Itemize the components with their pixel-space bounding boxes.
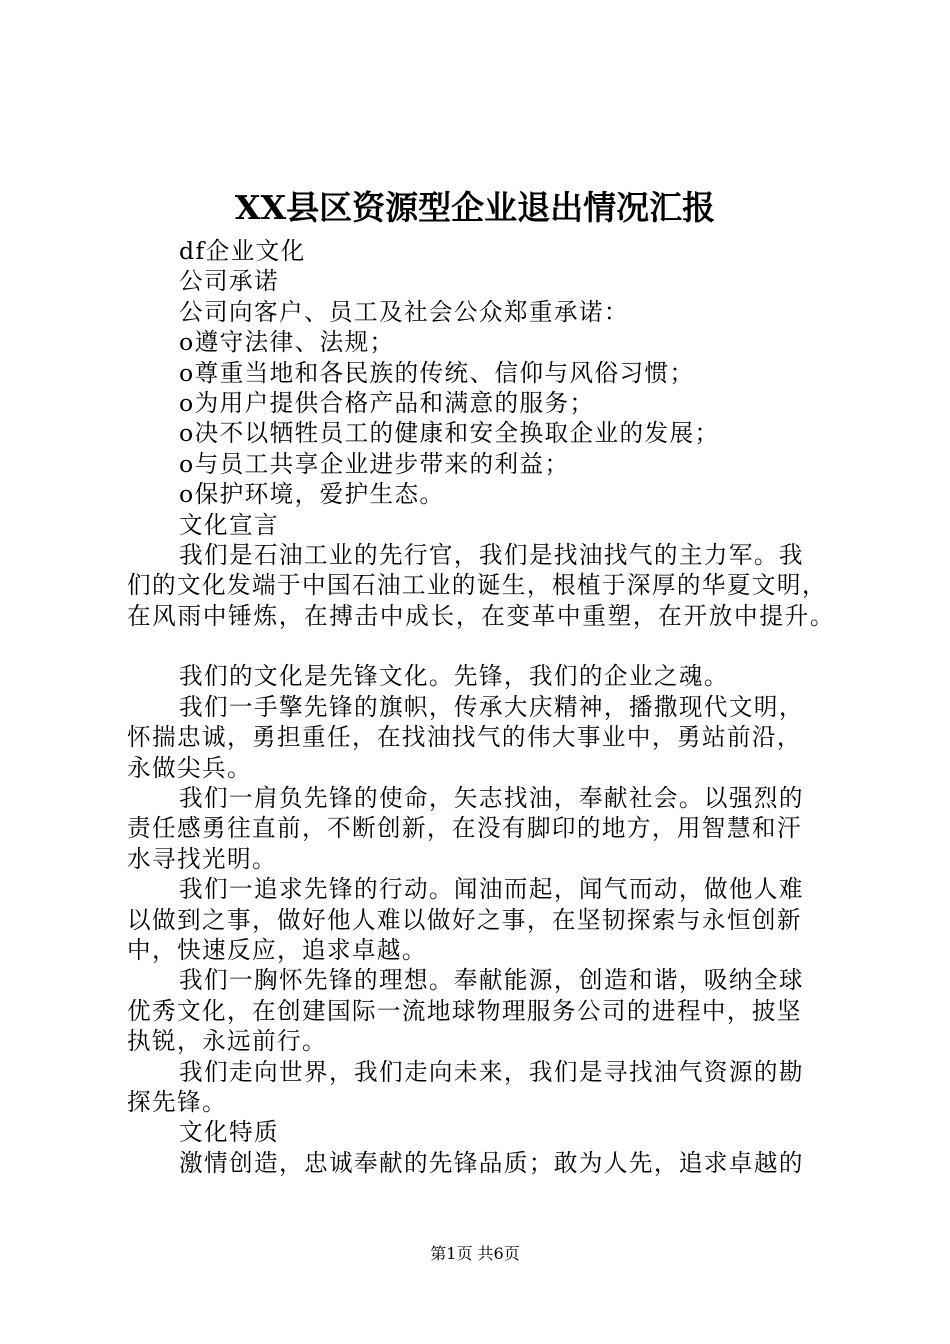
paragraph-line: 责任感勇往直前，不断创新，在没有脚印的地方，用智慧和汗 — [127, 814, 802, 843]
paragraph-line: 公司向客户、员工及社会公众郑重承诺： — [179, 297, 629, 326]
paragraph-line: 执锐，永远前行。 — [127, 1027, 327, 1056]
page-footer: 第1页 共6页 — [430, 1244, 520, 1263]
paragraph-line: 我们的文化是先锋文化。先锋，我们的企业之魂。 — [179, 662, 729, 691]
section-heading: 文化宣言 — [179, 510, 279, 539]
paragraph-line: 们的文化发端于中国石油工业的诞生，根植于深厚的华夏文明， — [127, 571, 827, 600]
section-heading: 公司承诺 — [179, 267, 279, 296]
list-item: o决不以牺牲员工的健康和安全换取企业的发展； — [179, 419, 720, 448]
list-item: o为用户提供合格产品和满意的服务； — [179, 388, 595, 417]
paragraph-line: 我们走向世界，我们走向未来，我们是寻找油气资源的勘 — [179, 1057, 804, 1086]
paragraph-line: 激情创造，忠诚奉献的先锋品质；敢为人先，追求卓越的 — [179, 1148, 804, 1177]
paragraph-line: 探先锋。 — [127, 1087, 227, 1116]
paragraph-line: 以做到之事，做好他人难以做好之事，在坚韧探索与永恒创新 — [127, 905, 802, 934]
paragraph-line: df企业文化 — [179, 237, 306, 265]
blank-line — [127, 631, 827, 661]
paragraph-line: 我们一手擎先锋的旗帜，传承大庆精神，播撒现代文明， — [179, 692, 804, 721]
document-title: XX县区资源型企业退出情况汇报 — [234, 188, 716, 227]
list-item: o尊重当地和各民族的传统、信仰与风俗习惯； — [179, 358, 695, 387]
paragraph-line: 我们一肩负先锋的使命，矢志找油，奉献社会。以强烈的 — [179, 784, 804, 813]
list-item: o与员工共享企业进步带来的利益； — [179, 449, 570, 478]
paragraph-line: 优秀文化，在创建国际一流地球物理服务公司的进程中，披坚 — [127, 996, 802, 1025]
paragraph-line: 我们是石油工业的先行官，我们是找油找气的主力军。我 — [179, 540, 804, 569]
paragraph-line: 中，快速反应，追求卓越。 — [127, 935, 427, 964]
list-item: o遵守法律、法规； — [179, 328, 395, 357]
paragraph-line: 永做尖兵。 — [127, 753, 252, 782]
paragraph-line: 在风雨中锤炼，在搏击中成长，在变革中重塑，在开放中提升。 — [127, 601, 836, 630]
paragraph-line: 怀揣忠诚，勇担重任，在找油找气的伟大事业中，勇站前沿， — [127, 723, 802, 752]
section-heading: 文化特质 — [179, 1118, 279, 1147]
paragraph-line: 水寻找光明。 — [127, 844, 277, 873]
document-body — [127, 236, 836, 1178]
list-item: o保护环境，爱护生态。 — [179, 480, 445, 509]
paragraph-line: 我们一追求先锋的行动。闻油而起，闻气而动，做他人难 — [179, 875, 804, 904]
paragraph-line: 我们一胸怀先锋的理想。奉献能源，创造和谐，吸纳全球 — [179, 966, 804, 995]
